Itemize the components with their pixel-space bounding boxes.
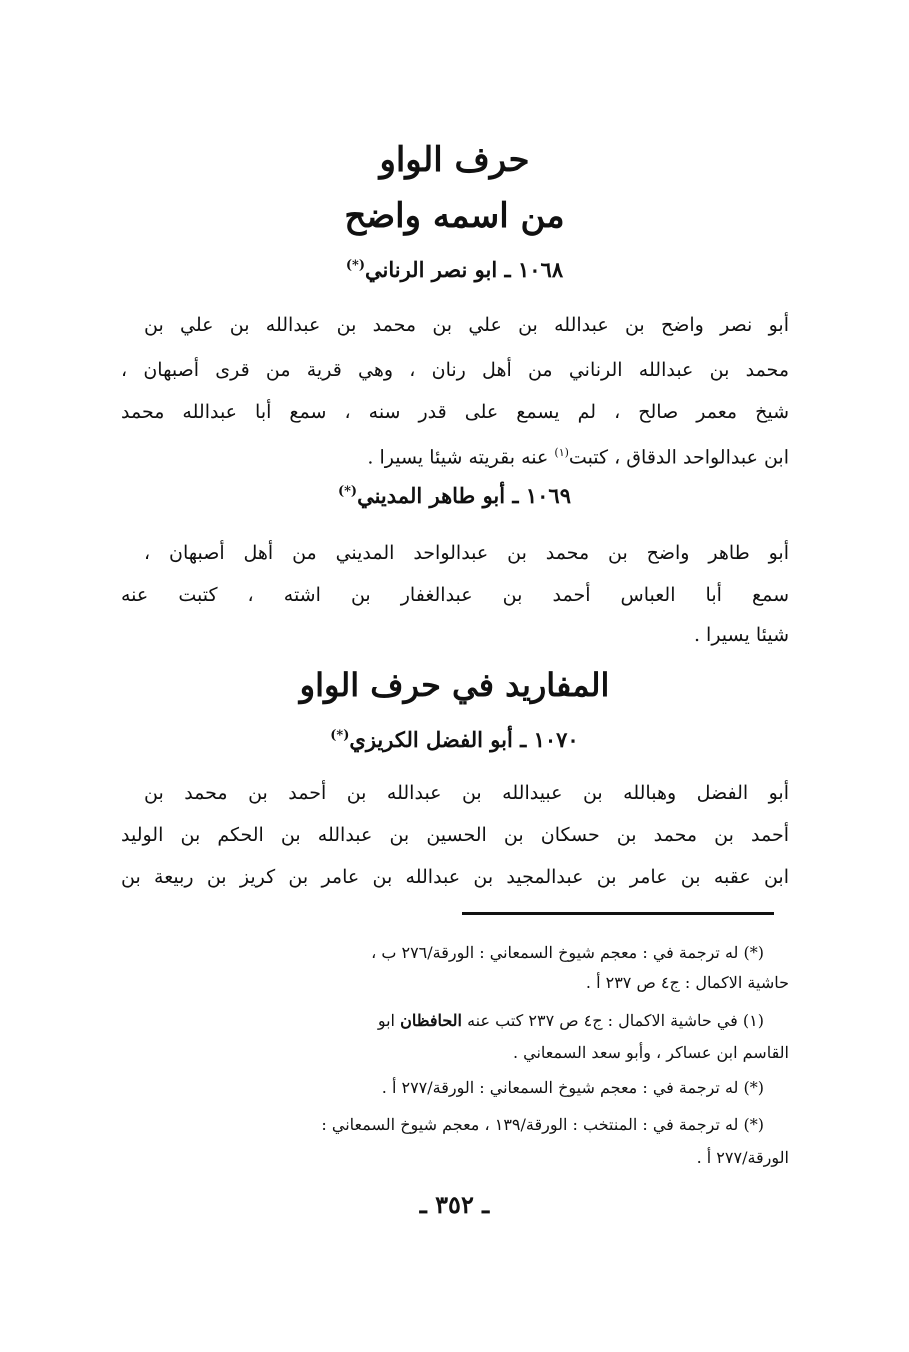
footnote-line: (*) له ترجمة في : معجم شيوخ السمعاني : الورقة/٢٧٦ ب ،	[371, 943, 764, 962]
entry-1069-line: أبو طاهر واضح بن محمد بن عبدالواحد المديني من أهل أصبهان ،	[144, 542, 789, 564]
letter-title: حرف الواو	[379, 140, 530, 180]
entry-1069-line: سمع أبا العباس أحمد بن عبدالغفار بن اشته ، كتبت عنه	[121, 584, 789, 606]
entry-1070-line: أبو الفضل وهبالله بن عبيدالله بن عبدالله بن أحمد بن محمد بن	[144, 782, 789, 804]
footnote-line: القاسم ابن عساكر ، وأبو سعد السمعاني .	[512, 1043, 789, 1062]
entry-1068-line	[121, 438, 789, 468]
entry-1068-line: محمد بن عبدالله الرناني من أهل رنان ، وهي قرية من قرى أصبهان ،	[121, 359, 789, 381]
entry-1068-line: شيخ معمر صالح ، لم يسمع على قدر سنه ، سمع أبا عبدالله محمد	[121, 401, 789, 423]
footnote-mark: (*)	[345, 258, 365, 273]
footnote-mark: (*)	[337, 484, 358, 499]
entry-heading-text: ١٠٦٨ ـ ابو نصر الرناني	[365, 257, 564, 282]
footnote-line: (*) له ترجمة في : المنتخب : الورقة/١٣٩ ، معجم شيوخ السمعاني :	[321, 1115, 764, 1134]
entry-1070-line: أحمد بن محمد بن حسكان بن الحسين بن عبدالله بن الحكم بن الوليد	[121, 824, 789, 846]
entry-1070-line: ابن عقبه بن عامر بن عبدالمجيد بن عبدالله بن عامر بن كريز بن ربيعة بن	[121, 866, 789, 888]
footnote-text: ابو	[377, 1011, 401, 1030]
entry-heading-1068	[0, 257, 909, 282]
entry-1069-line: شيئا يسيرا .	[693, 624, 789, 646]
entry-heading-1070	[0, 727, 909, 752]
page-number: ـ ٣٥٢ ـ	[419, 1190, 490, 1219]
entry-1068-text: ابن عبدالواحد الدقاق ، كتبت	[568, 446, 789, 468]
singles-section-title: المفاريد في حرف الواو	[299, 666, 610, 704]
entry-1068-line: أبو نصر واضح بن عبدالله بن علي بن محمد بن عبدالله بن علي بن	[144, 314, 789, 336]
footnote-line	[121, 1008, 764, 1034]
footnote-line: الورقة/٢٧٧ أ .	[696, 1148, 789, 1167]
entry-heading-text: ١٠٧٠ ـ أبو الفضل الكريزي	[349, 727, 579, 752]
footnote-mark: (*)	[330, 728, 350, 743]
footnote-bold-word: الحافظان	[400, 1011, 462, 1030]
footnote-text: (١) في حاشية الاكمال : ج٤ ص ٢٣٧ كتب عنه	[467, 1011, 764, 1030]
entry-heading-text: ١٠٦٩ ـ أبو طاهر المديني	[357, 483, 571, 508]
footnote-line: حاشية الاكمال : ج٤ ص ٢٣٧ أ .	[585, 973, 789, 992]
entry-heading-1069	[0, 483, 909, 508]
section-title: من اسمه واضح	[344, 196, 565, 236]
footnote-ref: (١)	[554, 446, 569, 459]
footnote-separator	[462, 912, 774, 915]
entry-1068-text: عنه بقريته شيئا يسيرا .	[367, 446, 555, 468]
footnote-line: (*) له ترجمة في : معجم شيوخ السمعاني : الورقة/٢٧٧ أ .	[381, 1078, 764, 1097]
